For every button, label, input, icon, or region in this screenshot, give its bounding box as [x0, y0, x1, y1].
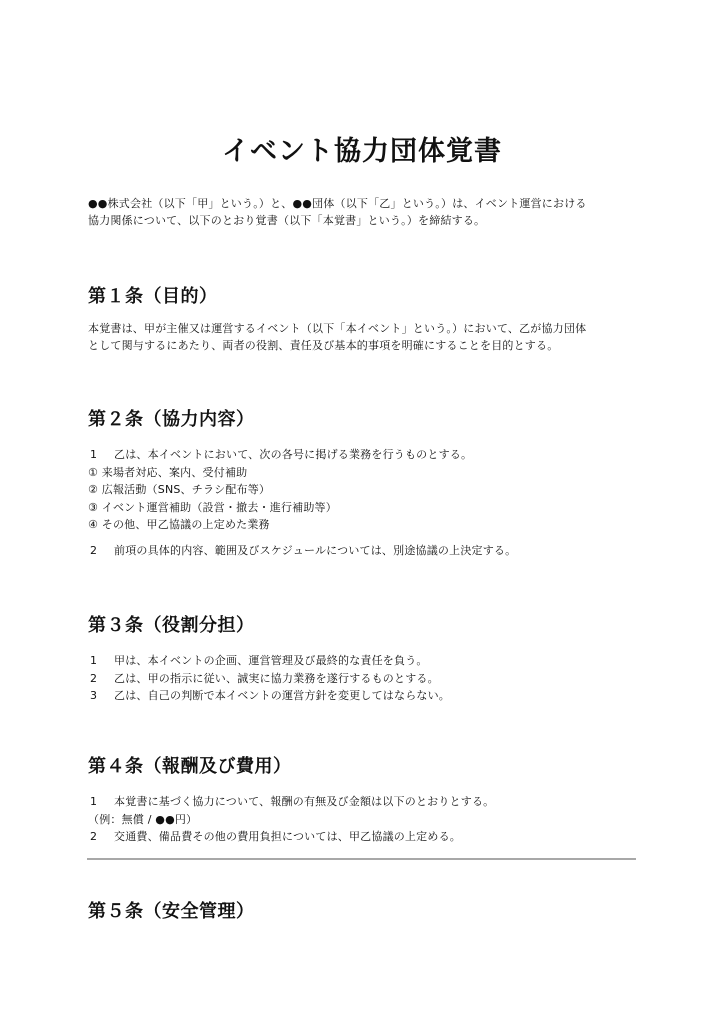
clause-number: 2: [90, 830, 98, 843]
clause-item: [88, 542, 516, 560]
article-2-clause-2: [88, 542, 516, 560]
enumerated-item: ④ その他、甲乙協議の上定めた業務: [88, 518, 270, 531]
enumerated-item: ② 広報活動（SNS、チラシ配布等）: [88, 483, 271, 496]
article-4-heading: 第４条（報酬及び費用）: [88, 756, 292, 777]
clause-number: 1: [90, 448, 98, 461]
article-1-heading: 第１条（目的）: [88, 286, 218, 307]
enumerated-item: ① 来場者対応、案内、受付補助: [88, 465, 248, 479]
article-5-heading: 第５条（安全管理）: [88, 901, 255, 922]
clause-text: 乙は、甲の指示に従い、誠実に協力業務を遂行するものとする。: [114, 671, 439, 685]
clause-number: 1: [90, 654, 98, 667]
clause-text: 甲は、本イベントの企画、運営管理及び最終的な責任を負う。: [114, 654, 428, 667]
clause-item: [88, 793, 494, 811]
article-1-body-line: として関与するにあたり、両者の役割、責任及び基本的事項を明確にすることを目的とする。: [88, 339, 559, 352]
clause-text: 乙は、自己の判断で本イベントの運営方針を変更してはならない。: [114, 689, 450, 702]
clause-text: 前項の具体的内容、範囲及びスケジュールについては、別途協議の上決定する。: [114, 544, 517, 557]
horizontal-divider: [87, 858, 636, 860]
document-title: イベント協力団体覚書: [222, 136, 502, 168]
clause-number: 1: [90, 795, 98, 808]
article-3-heading: 第３条（役割分担）: [88, 615, 255, 636]
article-3-clauses: [88, 652, 450, 705]
preamble: [88, 195, 648, 229]
clause-text: 乙は、本イベントにおいて、次の各号に掲げる業務を行うものとする。: [114, 448, 473, 461]
clause-item: [88, 652, 450, 670]
clause-item: [88, 828, 494, 846]
clause-item: [88, 687, 450, 705]
clause-number: 2: [90, 544, 98, 557]
article-1-body-line: 本覚書は、甲が主催又は運営するイベント（以下「本イベント」という。）において、乙が協力団体: [88, 322, 587, 335]
clause-text: 交通費、備品費その他の費用負担については、甲乙協議の上定める。: [114, 830, 461, 843]
preamble-line: ●●株式会社（以下「甲」という。）と、●●団体（以下「乙」という。）は、イベント運営における: [88, 197, 587, 210]
preamble-line: 協力関係について、以下のとおり覚書（以下「本覚書」という。）を締結する。: [88, 214, 486, 227]
article-4-clauses: [88, 793, 494, 846]
clause-number: 2: [90, 671, 98, 685]
fee-example: （例：無償 / ●●円）: [88, 812, 198, 826]
clause-text: 本覚書に基づく協力について、報酬の有無及び金額は以下のとおりとする。: [114, 795, 495, 808]
article-1-body: [88, 320, 648, 354]
clause-item: [88, 446, 472, 464]
clause-number: 3: [90, 689, 98, 702]
clause-item: [88, 670, 450, 688]
article-2-heading: 第２条（協力内容）: [88, 409, 255, 430]
enumerated-item: ③ イベント運営補助（設営・撤去・進行補助等）: [88, 500, 337, 514]
article-2-clauses: [88, 446, 472, 534]
